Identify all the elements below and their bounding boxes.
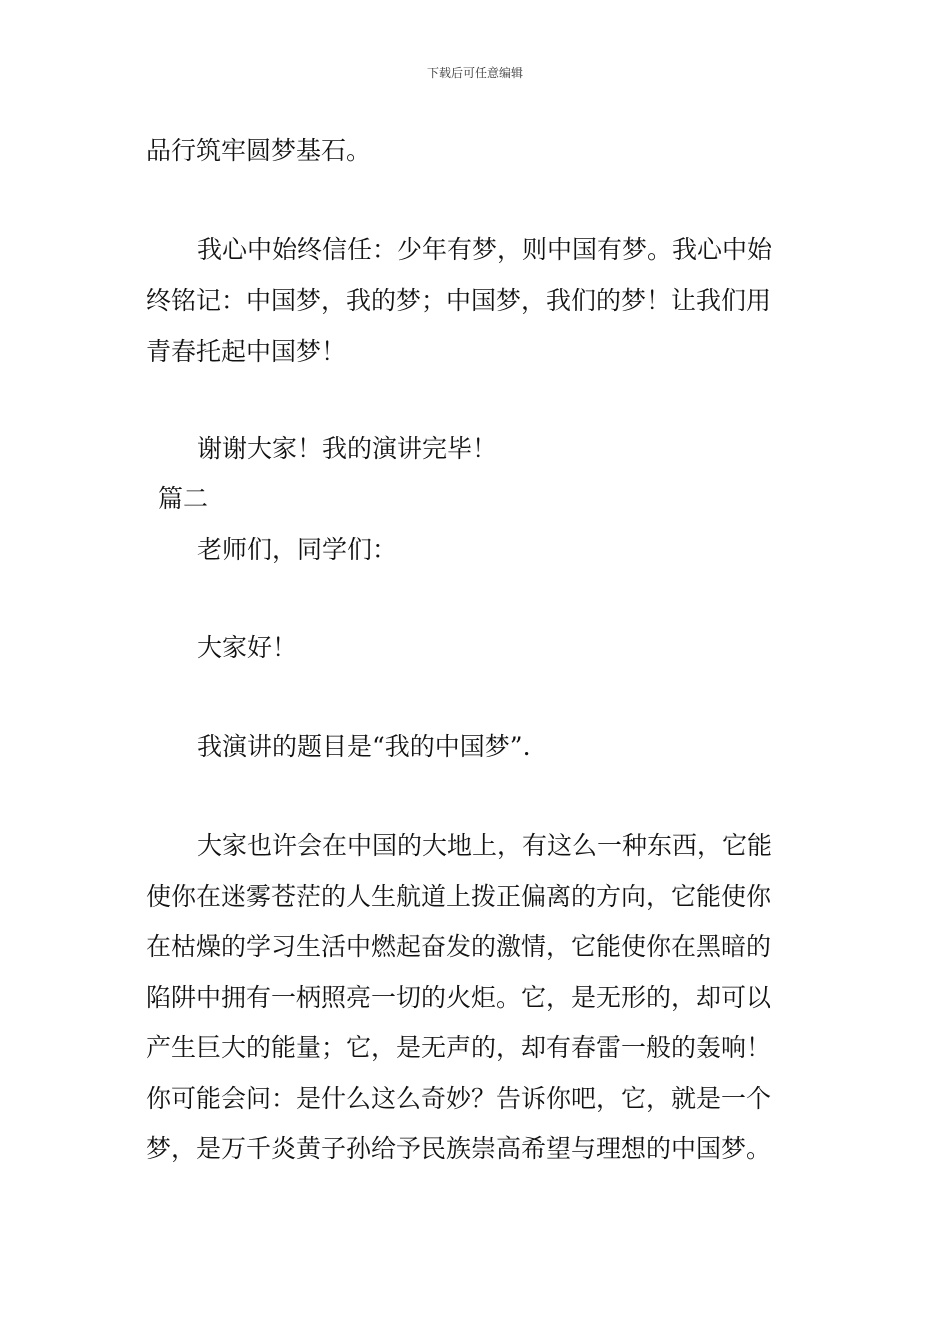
paragraph-line: 我心中始终信任：少年有梦，则中国有梦。我心中始 bbox=[197, 235, 773, 264]
page-header: 下载后可任意编辑 bbox=[426, 66, 523, 80]
paragraph-line: 在枯燥的学习生活中燃起奋发的激情，它能使你在黑暗的 bbox=[146, 932, 772, 961]
paragraph-line: 青春托起中国梦！ bbox=[146, 337, 347, 366]
paragraph-line: 梦，是万千炎黄子孙给予民族崇高希望与理想的中国梦。 bbox=[146, 1134, 772, 1163]
paragraph-line: 我演讲的题目是“我的中国梦”. bbox=[197, 732, 531, 761]
section-heading: 篇二 bbox=[158, 484, 209, 513]
paragraph-line: 大家好！ bbox=[197, 633, 298, 662]
paragraph-line: 谢谢大家！我的演讲完毕！ bbox=[197, 434, 498, 463]
paragraph-line: 终铭记：中国梦，我的梦；中国梦，我们的梦！让我们用 bbox=[146, 286, 772, 315]
paragraph-line: 陷阱中拥有一柄照亮一切的火炬。它，是无形的，却可以 bbox=[146, 983, 772, 1012]
paragraph-line: 产生巨大的能量；它，是无声的，却有春雷一般的轰响！ bbox=[146, 1033, 772, 1062]
paragraph-line: 使你在迷雾苍茫的人生航道上拨正偏离的方向，它能使你 bbox=[146, 882, 772, 911]
paragraph-line: 大家也许会在中国的大地上，有这么一种东西，它能 bbox=[197, 831, 773, 860]
paragraph-line: 你可能会问：是什么这么奇妙？告诉你吧，它，就是一个 bbox=[146, 1084, 772, 1113]
paragraph-line: 老师们，同学们： bbox=[197, 535, 398, 564]
paragraph-line: 品行筑牢圆梦基石。 bbox=[146, 136, 372, 165]
